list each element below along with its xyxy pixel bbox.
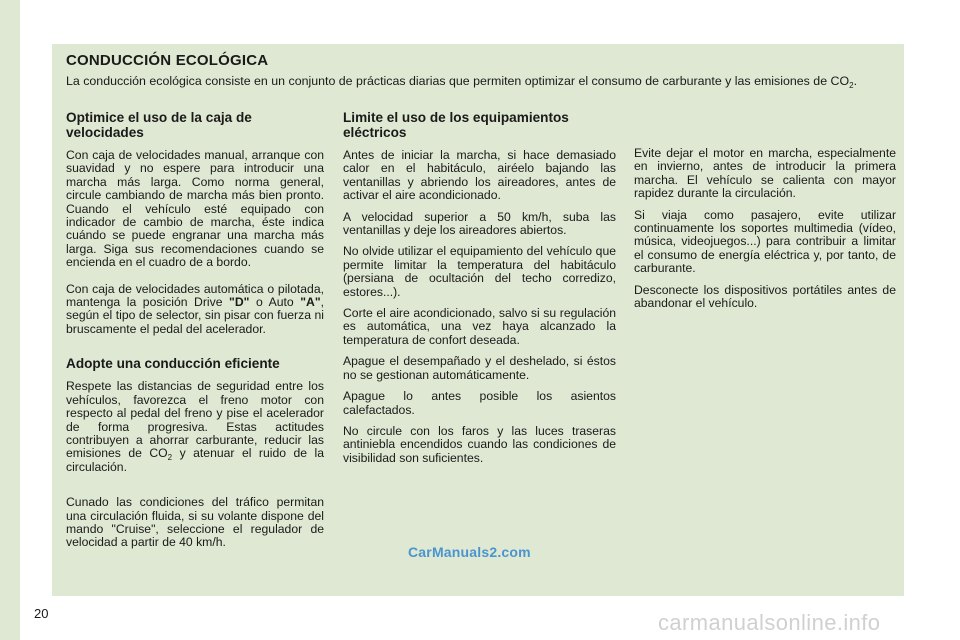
co2-subscript: 2 [167,453,173,463]
text-fragment: y atenuar el ruido de la circulación. [66,446,324,474]
paragraph-electrical: No circule con los faros y las luces traseras antiniebla encendidos cuando las condiciones de visibilidad son suficientes. [343,423,616,465]
intro-subscript: 2 [849,81,854,90]
heading-efficient-driving: Adopte una conducción eficiente [66,356,280,372]
watermark-carmanuals2[interactable]: CarManuals2.com [408,544,531,560]
intro-paragraph [66,74,892,88]
page-number: 20 [34,606,49,621]
paragraph-electrical: Corte el aire acondicionado, salvo si su regulación es automática, una vez haya alcanzado la temperatura de confort deseada. [343,306,616,347]
column-electrical [343,110,616,473]
paragraph-safety-distance [66,380,324,474]
paragraph-electrical: No olvide utilizar el equipamiento del vehículo que permite limitar la temperatura del habitáculo (persiana de ocultación del techo corredizo, estores...). [343,244,616,299]
page-title: CONDUCCIÓN ECOLÓGICA [66,52,269,69]
column-gearbox [66,110,324,558]
paragraph-manual-gearbox: Con caja de velocidades manual, arranque con suavidad y no espere para introducir una marcha más larga. Como norma general, circule cambiando de marcha más bien pronto. Cuando el vehículo esté equipado con indicador de cambio de marcha, éste indica cuándo se puede engranar una marcha más larga. Siga sus recomendaciones cuando se encienda en el cuadro de a bordo. [66,148,324,270]
paragraph-electrical: Apague el desempañado y el deshelado, si éstos no se gestionan automáticamente. [343,354,616,382]
text-fragment: Con caja de velocidades automática o pilotada, mantenga la posición Drive [66,281,324,310]
eco-driving-panel [52,44,904,596]
paragraph-automatic-gearbox [66,283,324,337]
auto-position: "A" [300,295,321,310]
paragraph-electrical: Apague lo antes posible los asientos calefactados. [343,389,616,417]
heading-gearbox: Optimice el uso de la caja de velocidades [66,110,252,140]
paragraph-electrical: Antes de iniciar la marcha, si hace demasiado calor en el habitáculo, airéelo bajando las ventanillas y abriendo los aireadores, antes de activar el aire acondicionado. [343,148,616,203]
intro-text: La conducción ecológica consiste en un conjunto de prácticas diarias que permiten optimizar el consumo de carburante y las emisiones de CO [66,74,850,88]
text-fragment: o Auto [249,295,301,310]
column-tips [634,147,896,318]
paragraph-tip: Evite dejar el motor en marcha, especialmente en invierno, antes de introducir la primera marcha. El vehículo se calienta con mayor rapidez durante la circulación. [634,146,896,201]
paragraph-cruise-control: Cunado las condiciones del tráfico permitan una circulación fluida, si su volante dispone del mando "Cruise", seleccione el regulador de velocidad a partir de 40 km/h. [66,495,324,550]
text-fragment: Respete las distancias de seguridad entre los vehículos, favorezca el freno motor con respecto al pedal del freno y pise el acelerador de forma progresiva. Estas actitudes contribuyen a ahorrar carburante, reducir las emisiones de CO [66,379,324,461]
heading-electrical: Limite el uso de los equipamientos eléctricos [343,110,569,140]
paragraph-electrical: A velocidad superior a 50 km/h, suba las ventanillas y deje los aireadores abiertos. [343,209,616,238]
intro-text-end: . [853,74,858,88]
side-strip [0,0,20,640]
paragraph-tip: Desconecte los dispositivos portátiles antes de abandonar el vehículo. [634,282,896,311]
paragraph-tip: Si viaja como pasajero, evite utilizar continuamente los soportes multimedia (vídeo, música, videojuegos...) para contribuir a limitar el consumo de energía eléctrica y, por tanto, de carburante. [634,207,896,276]
text-fragment: , según el tipo de selector, sin pisar con fuerza ni bruscamente el pedal del acelerador. [66,295,324,336]
watermark-carmanualsonline: carmanualsonline.info [658,610,881,635]
drive-position: "D" [229,295,250,310]
